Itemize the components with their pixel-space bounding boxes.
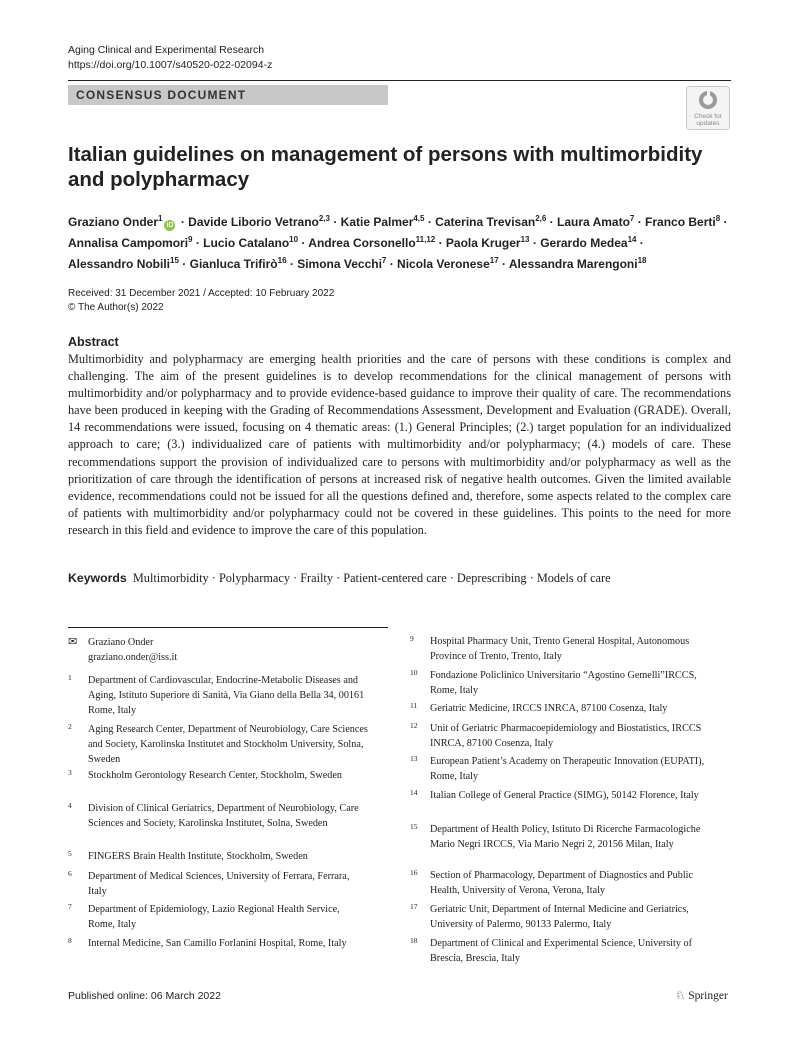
- affiliation-number: 2: [68, 722, 72, 731]
- author-affiliation-ref[interactable]: 2,3: [318, 214, 330, 223]
- author-line-2: Annalisa Campomori$^9$ · Lucio Catalano$^{10}$ · Andrea Corsonello$^{11,12}$ · Paola Kruger$^{13}$ · Gerardo Medea$^{14}$ ·: [68, 235, 644, 250]
- author-name: Simona Vecchi: [297, 257, 382, 271]
- author-line-1: Graziano Onder$^1$iD · Davide Liborio Vetrano$^{2,3}$ · Katie Palmer$^{4,5}$ · Caterina Trevisan$^{2,6}$ · Laura Amato$^7$ · Franco Berti$^8$ ·: [68, 214, 728, 229]
- affiliation-text: Internal Medicine, San Camillo Forlanini Hospital, Rome, Italy: [88, 938, 347, 949]
- author-name: Gerardo Medea: [540, 236, 628, 250]
- author-affiliation-ref[interactable]: 1: [158, 214, 163, 223]
- author-affiliation-ref[interactable]: 10: [289, 235, 299, 244]
- author-name: Katie Palmer: [340, 215, 414, 229]
- author-name: Franco Berti: [645, 215, 716, 229]
- author-name: Lucio Catalano: [203, 236, 290, 250]
- affiliation-item: [410, 668, 715, 698]
- affiliation-text: Department of Medical Sciences, University of Ferrara, Ferrara, Italy: [88, 871, 350, 897]
- affiliation-item: [410, 721, 715, 751]
- affiliation-text: Geriatric Medicine, IRCCS INRCA, 87100 Cosenza, Italy: [430, 703, 668, 714]
- affiliation-number: 3: [68, 768, 72, 777]
- affiliation-item: [68, 869, 368, 899]
- doi-link[interactable]: https://doi.org/10.1007/s40520-022-02094-z: [68, 59, 273, 71]
- affiliation-item: [68, 902, 368, 932]
- author-affiliation-ref[interactable]: 7: [629, 214, 635, 223]
- affiliation-number: 18: [410, 936, 418, 945]
- affiliation-item: [410, 634, 715, 664]
- affiliation-text: Department of Cardiovascular, Endocrine-Metabolic Diseases and Aging, Istituto Superiore di Sanità, Via Giano della Bella 34, 00161 Rome, Italy: [88, 675, 365, 716]
- keywords-text: Multimorbidity · Polypharmacy · Frailty · Patient-centered care · Deprescribing · Models of care: [132, 571, 611, 585]
- check-line2: updates: [696, 120, 720, 127]
- corresponding-author: Graziano Onder: [88, 637, 154, 648]
- article-title: Italian guidelines on management of persons with multimorbidity and polypharmacy: [68, 143, 703, 191]
- affiliation-number: 4: [68, 801, 72, 810]
- affiliation-text: Division of Clinical Geriatrics, Department of Neurobiology, Care Sciences and Society, Karolinska Institutet, Solna, Sweden: [88, 803, 359, 829]
- publisher-logo[interactable]: [675, 988, 728, 1002]
- affiliation-item: [410, 822, 715, 852]
- affiliation-text: FINGERS Brain Health Institute, Stockholm, Sweden: [88, 851, 308, 862]
- affiliation-item: [410, 754, 715, 784]
- author-name: Gianluca Trifirò: [189, 257, 278, 271]
- author-name: Alessandra Marengoni: [508, 257, 638, 271]
- author-affiliation-ref[interactable]: 16: [277, 256, 287, 265]
- affiliation-item: [68, 673, 368, 718]
- author-name: Davide Liborio Vetrano: [188, 215, 319, 229]
- affiliation-text: Section of Pharmacology, Department of Diagnostics and Public Health, University of Verona, Verona, Italy: [430, 870, 694, 896]
- affiliation-number: 8: [68, 936, 72, 945]
- affiliation-number: 14: [410, 788, 418, 797]
- affiliation-number: 11: [410, 701, 418, 710]
- affiliation-number: 10: [410, 668, 418, 677]
- springer-horse-icon: ♘: [675, 990, 686, 1002]
- envelope-icon: ✉: [68, 636, 78, 648]
- received-accepted: Received: 31 December 2021 / Accepted: 10 February 2022: [68, 288, 335, 299]
- affiliation-number: 7: [68, 902, 72, 911]
- affiliation-number: 6: [68, 869, 72, 878]
- abstract-heading: Abstract: [68, 335, 119, 349]
- copyright: © The Author(s) 2022: [68, 302, 164, 313]
- author-affiliation-ref[interactable]: 8: [715, 214, 721, 223]
- affiliation-text: Unit of Geriatric Pharmacoepidemiology and Biostatistics, IRCCS INRCA, 87100 Cosenza, Italy: [430, 723, 702, 749]
- author-affiliation-ref[interactable]: 2,6: [535, 214, 547, 223]
- affiliation-text: Geriatric Unit, Department of Internal Medicine and Geriatrics, University of Palermo, 90133 Palermo, Italy: [430, 904, 689, 930]
- affiliation-number: 16: [410, 868, 418, 877]
- affiliation-number: 9: [410, 634, 414, 643]
- affiliation-text: Aging Research Center, Department of Neurobiology, Care Sciences and Society, Karolinska Institutet and Stockholm University, Solna, Sweden: [88, 724, 368, 765]
- affiliation-item: [68, 801, 368, 831]
- keywords: [68, 571, 611, 586]
- author-affiliation-ref[interactable]: 9: [188, 235, 193, 244]
- check-updates-icon: [686, 86, 730, 130]
- affiliation-item: [410, 788, 715, 803]
- affiliation-item: [68, 722, 368, 767]
- author-name: Alessandro Nobili: [68, 257, 171, 271]
- keywords-label: Keywords: [68, 571, 127, 585]
- author-affiliation-ref[interactable]: 18: [637, 256, 647, 265]
- publisher-name: Springer: [688, 990, 728, 1002]
- author-name: Caterina Trevisan: [435, 215, 536, 229]
- affiliation-item: [68, 849, 368, 864]
- affiliation-item: [410, 701, 715, 716]
- published-online: Published online: 06 March 2022: [68, 990, 221, 1002]
- affiliation-text: European Patient’s Academy on Therapeutic Innovation (EUPATI), Rome, Italy: [430, 756, 705, 782]
- affiliation-number: 1: [68, 673, 72, 682]
- affiliation-text: Italian College of General Practice (SIMG), 50142 Florence, Italy: [430, 790, 699, 801]
- affiliation-text: Hospital Pharmacy Unit, Trento General Hospital, Autonomous Province of Trento, Trento, Italy: [430, 636, 690, 662]
- affiliation-text: Stockholm Gerontology Research Center, Stockholm, Sweden: [88, 770, 342, 781]
- affiliation-number: 17: [410, 902, 418, 911]
- author-affiliation-ref[interactable]: 13: [520, 235, 530, 244]
- affiliation-text: Department of Clinical and Experimental Science, University of Brescia, Brescia, Italy: [430, 938, 692, 964]
- affiliation-number: 12: [410, 721, 418, 730]
- author-name: Andrea Corsonello: [308, 236, 416, 250]
- check-for-updates-badge[interactable]: [686, 86, 730, 130]
- author-affiliation-ref[interactable]: 4,5: [413, 214, 425, 223]
- author-affiliation-ref[interactable]: 14: [627, 235, 637, 244]
- affiliation-item: [410, 936, 715, 966]
- author-name: Nicola Veronese: [397, 257, 490, 271]
- orcid-icon[interactable]: iD: [166, 222, 174, 229]
- affiliation-text: Fondazione Policlinico Universitario “Agostino Gemelli”IRCCS, Rome, Italy: [430, 670, 697, 696]
- author-affiliation-ref[interactable]: 15: [170, 256, 179, 265]
- check-line1: Check for: [694, 113, 722, 120]
- affiliation-item: [68, 936, 368, 951]
- author-affiliation-ref[interactable]: 11,12: [415, 235, 436, 244]
- affiliation-number: 13: [410, 754, 418, 763]
- affiliation-number: 15: [410, 822, 418, 831]
- author-name: Graziano Onder: [68, 215, 159, 229]
- abstract-text: Multimorbidity and polypharmacy are emerging health priorities and the care of persons with these conditions is complex and challenging. The aim of the present guidelines is to develop recommendations for the clinical management of persons with multimorbidity and/or polypharmacy and to provide evidence-based guidance to improve their quality of care. The recommendations have been produced in keeping with the Grading of Recommendations Assessment, Development and Evaluation (GRADE). Overall, 14 recommendations were issued, focusing on 4 thematic areas: (1.) General Principles; (2.) target population for an individualized approach to care; (3.) individualized care of patients with multimorbidity and/or polypharmacy; (4.) models of care. These recommendations support the provision of individualized care to persons with multimorbidity and/or polypharmacy as well as the prioritization of care through the identification of persons at increased risk of negative health outcomes. Given the limited available evidence, recommendations could not be issued for all the questions defined and, therefore, some aspects related to the complex care of patients with multimorbidity and/or polypharmacy could not be covered in these guidelines. This points to the need for more research in this field and evidence to improve the care of this population.: [68, 352, 731, 537]
- header-rule: [68, 80, 731, 81]
- affiliation-text: Department of Health Policy, Istituto Di Ricerche Farmacologiche Mario Negri IRCCS, Via Mario Negri 2, 20156 Milan, Italy: [430, 824, 701, 850]
- journal-name: Aging Clinical and Experimental Research: [68, 44, 265, 56]
- article-dates: [68, 287, 334, 315]
- correspondence: [68, 635, 368, 665]
- document-type-banner: CONSENSUS DOCUMENT: [68, 85, 388, 105]
- affiliation-number: 5: [68, 849, 72, 858]
- author-name: Laura Amato: [557, 215, 630, 229]
- affiliation-item: [68, 768, 368, 783]
- footnote-rule: [68, 627, 388, 628]
- corresponding-email[interactable]: graziano.onder@iss.it: [88, 652, 178, 663]
- author-affiliation-ref[interactable]: 7: [381, 256, 387, 265]
- journal-header: [68, 43, 272, 73]
- author-name: Paola Kruger: [445, 236, 521, 250]
- affiliation-item: [410, 868, 715, 898]
- author-name: Annalisa Campomori: [68, 236, 189, 250]
- affiliation-text: Department of Epidemiology, Lazio Regional Health Service, Rome, Italy: [88, 904, 340, 930]
- author-affiliation-ref[interactable]: 17: [489, 256, 499, 265]
- affiliation-item: [410, 902, 715, 932]
- author-list: [68, 210, 738, 273]
- author-line-3: Alessandro Nobili$^{15}$ · Gianluca Trifirò$^{16}$ · Simona Vecchi$^7$ · Nicola Veronese$^{17}$ · Alessandra Marengoni$^{18}$: [68, 256, 647, 271]
